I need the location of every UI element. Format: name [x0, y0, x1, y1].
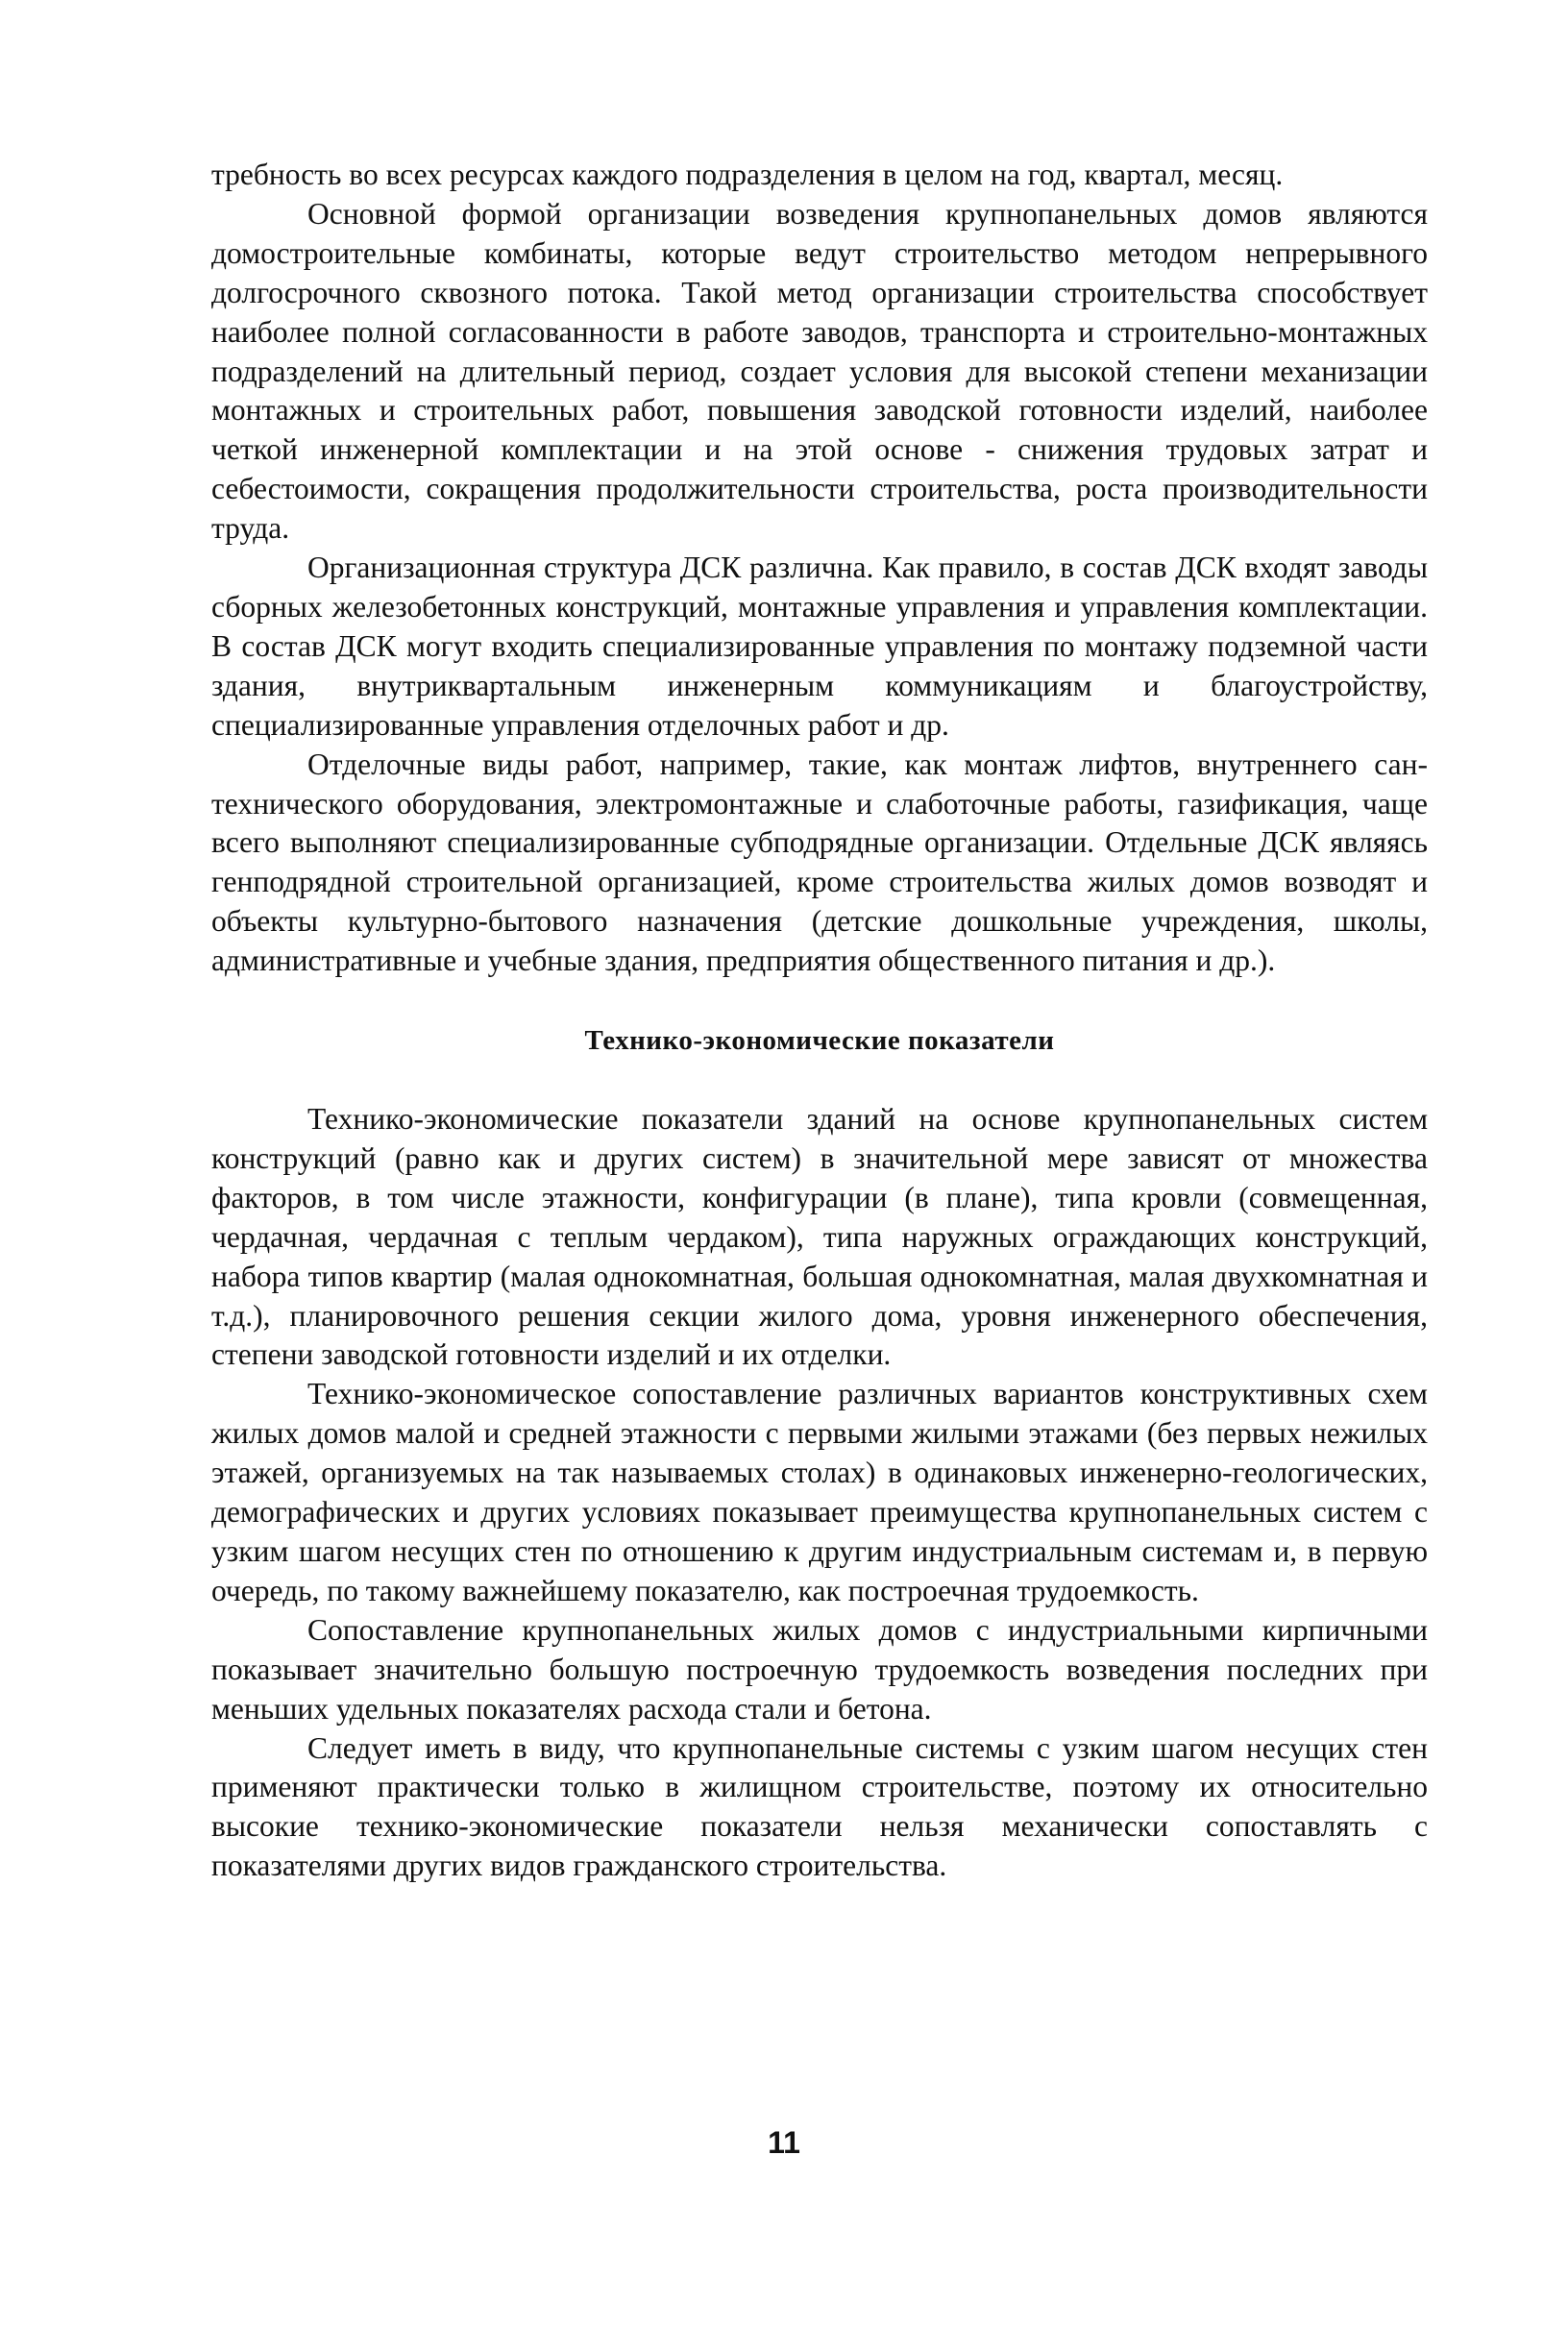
- paragraph-brick-comparison: Сопоставление крупнопанельных жилых домов с индустриальными кирпичными показывает значительно большую построечную трудоемкость возведения последних при меньших удельных показателях расхода стали и бетона.: [211, 1612, 1428, 1726]
- paragraph-narrow-step-systems: Следует иметь в виду, что крупнопанельные системы с узким шагом несущих стен применяют практически только в жилищном строительстве, поэтому их относительно высокие технико-экономические показатели нельзя механически сопоставлять с показателями других видов гражданского строительства.: [211, 1730, 1428, 1883]
- paragraph-dsk-main-form: Основной формой организации возведения крупнопанельных домов являются домостроительные комбинаты, которые ведут строительство методом непрерывного долгосрочного сквозного потока. Такой метод организации строительства способствует наиболее полной согласованности в работе заводов, транспорта и строительно-монтажных подразделений на длительный период, создает условия для высокой степени механизации монтажных и строительных работ, повышения заводской готовности изделий, наиболее четкой инженерной комплектации и на этой основе - снижения трудовых затрат и себестоимости, сокращения продолжительности строительства, роста производительности труда.: [211, 196, 1428, 546]
- page-body: [211, 156, 1428, 1886]
- paragraph-indicators-factors: Технико-экономические показатели зданий на основе крупнопанельных систем конструкций (равно как и других систем) в значительной мере зависят от множества факторов, в том числе этажности, конфигурации (в плане), типа кровли (совмещенная, чердачная, чердачная с теплым чердаком), типа наружных ограждающих конструкций, набора типов квартир (малая однокомнатная, большая однокомнатная, малая двухкомнатная и т.д.), планировочного решения секции жилого дома, уровня инженерного обеспечения, степени заводской готовности изделий и их отделки.: [211, 1102, 1428, 1372]
- paragraph-dsk-structure: Организационная структура ДСК различна. Как правило, в состав ДСК входят заводы сборных железобетонных конструкций, монтажные управления и управления комплектации. В состав ДСК могут входить специализированные управления по монтажу подземной части здания, внутриквартальным инженерным коммуникациям и благоустройству, специализированные управления отделочных работ и др.: [211, 551, 1428, 742]
- paragraph-continuation: требность во всех ресурсах каждого подразделения в целом на год, квартал, месяц.: [211, 158, 1284, 191]
- page-number: 11: [768, 2125, 800, 2160]
- paragraph-finishing-works: Отделочные виды работ, например, такие, как монтаж лифтов, внутреннего сантехнического оборудования, электромонтажные и слаботочные работы, газификация, чаще всего выполняют специализированные субподрядные организации. Отдельные ДСК являясь генподрядной строительной организацией, кроме строительства жилых домов возводят и объекты культурно-бытового назначения (детские дошкольные учреждения, школы, административные и учебные здания, предприятия общественного питания и др.).: [211, 747, 1428, 978]
- section-heading: Технико-экономические показатели: [584, 1025, 1055, 1057]
- paragraph-comparison-variants: Технико-экономическое сопоставление различных вариантов конструктивных схем жилых домов малой и средней этажности с первыми жилыми этажами (без первых нежилых этажей, организуемых на так называемых столах) в одинаковых инженерно-геологических, демографических и других условиях показывает преимущества крупнопанельных систем с узким шагом несущих стен по отношению к другим индустриальным системам и, в первую очередь, по такому важнейшему показателю, как построечная трудоемкость.: [211, 1377, 1428, 1607]
